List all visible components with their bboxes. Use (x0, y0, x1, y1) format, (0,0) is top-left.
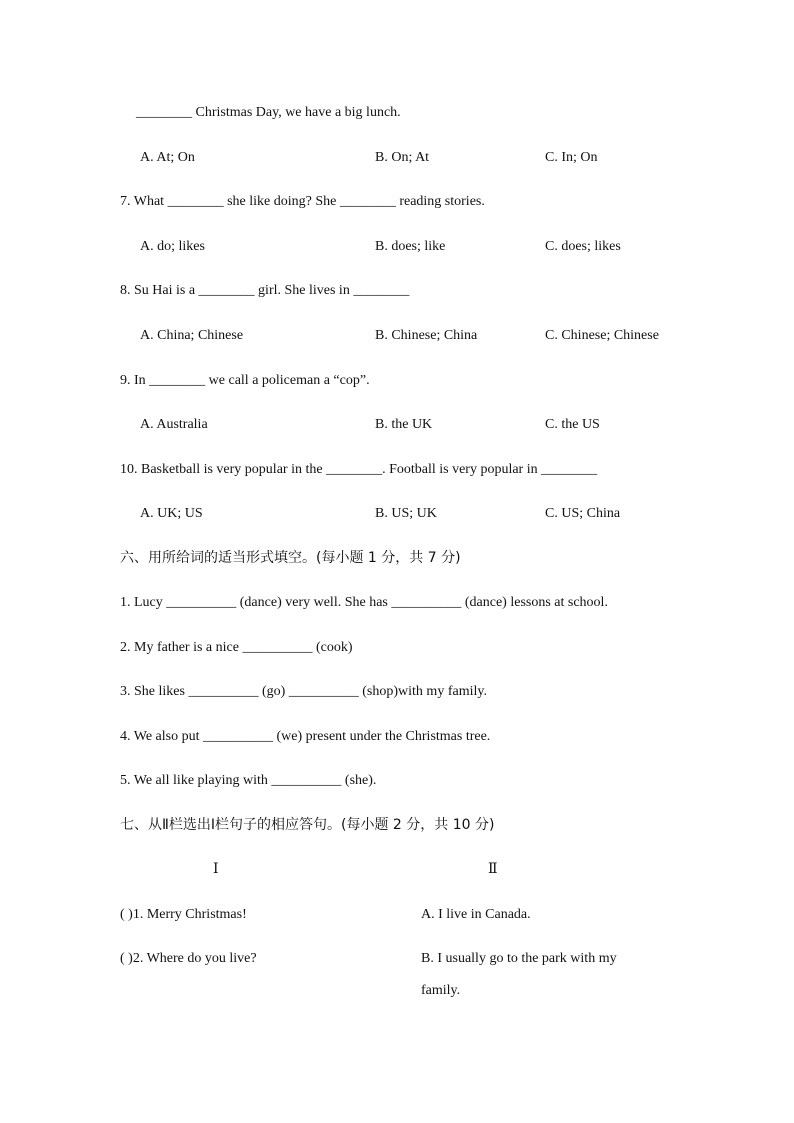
q7-option-a: A. do; likes (140, 239, 205, 254)
section6-heading: 六、用所给词的适当形式填空。(每小题 1 分，共 7 分) (120, 550, 461, 566)
section7-heading: 七、从Ⅱ栏选出Ⅰ栏句子的相应答句。(每小题 2 分，共 10 分) (120, 817, 495, 833)
section6-item-1: 1. Lucy __________ (dance) very well. She has __________ (dance) lessons at school. (120, 595, 608, 610)
q10-option-c: C. US; China (545, 506, 621, 521)
match-right-b: B. I usually go to the park with my (421, 951, 617, 966)
q9-option-b: B. the UK (375, 417, 433, 432)
q8-stem: 8. Su Hai is a ________ girl. She lives in ________ (120, 283, 410, 298)
q10-option-b: B. US; UK (375, 506, 437, 521)
column-one-header: Ⅰ (213, 862, 219, 877)
q10-stem: 10. Basketball is very popular in the ________. Football is very popular in ________ (120, 462, 598, 477)
q6-option-c: C. In; On (545, 150, 598, 165)
section6-item-4: 4. We also put __________ (we) present under the Christmas tree. (120, 729, 491, 744)
q8-option-b: B. Chinese; China (375, 328, 478, 343)
q7-option-b: B. does; like (375, 239, 446, 254)
section6-item-5: 5. We all like playing with __________ (she). (120, 773, 377, 788)
q7-option-c: C. does; likes (545, 239, 621, 254)
q8-option-a: A. China; Chinese (140, 328, 244, 343)
column-two-header: Ⅱ (488, 862, 498, 877)
match-left-2: ( )2. Where do you live? (120, 951, 257, 966)
match-right-b-continued: family. (421, 983, 461, 998)
q7-stem: 7. What ________ she like doing? She ________ reading stories. (120, 194, 485, 209)
q6-option-a: A. At; On (140, 150, 195, 165)
q10-option-a: A. UK; US (140, 506, 203, 521)
q9-stem: 9. In ________ we call a policeman a “cop”. (120, 373, 370, 388)
section6-item-3: 3. She likes __________ (go) __________ (shop)with my family. (120, 684, 487, 699)
match-left-1: ( )1. Merry Christmas! (120, 907, 247, 922)
section6-item-2: 2. My father is a nice __________ (cook) (120, 640, 353, 655)
q6-option-b: B. On; At (375, 150, 430, 165)
q9-option-c: C. the US (545, 417, 600, 432)
q6-stem: ________ Christmas Day, we have a big lunch. (136, 105, 401, 120)
q9-option-a: A. Australia (140, 417, 208, 432)
q8-option-c: C. Chinese; Chinese (545, 328, 659, 343)
match-right-a: A. I live in Canada. (421, 907, 531, 922)
